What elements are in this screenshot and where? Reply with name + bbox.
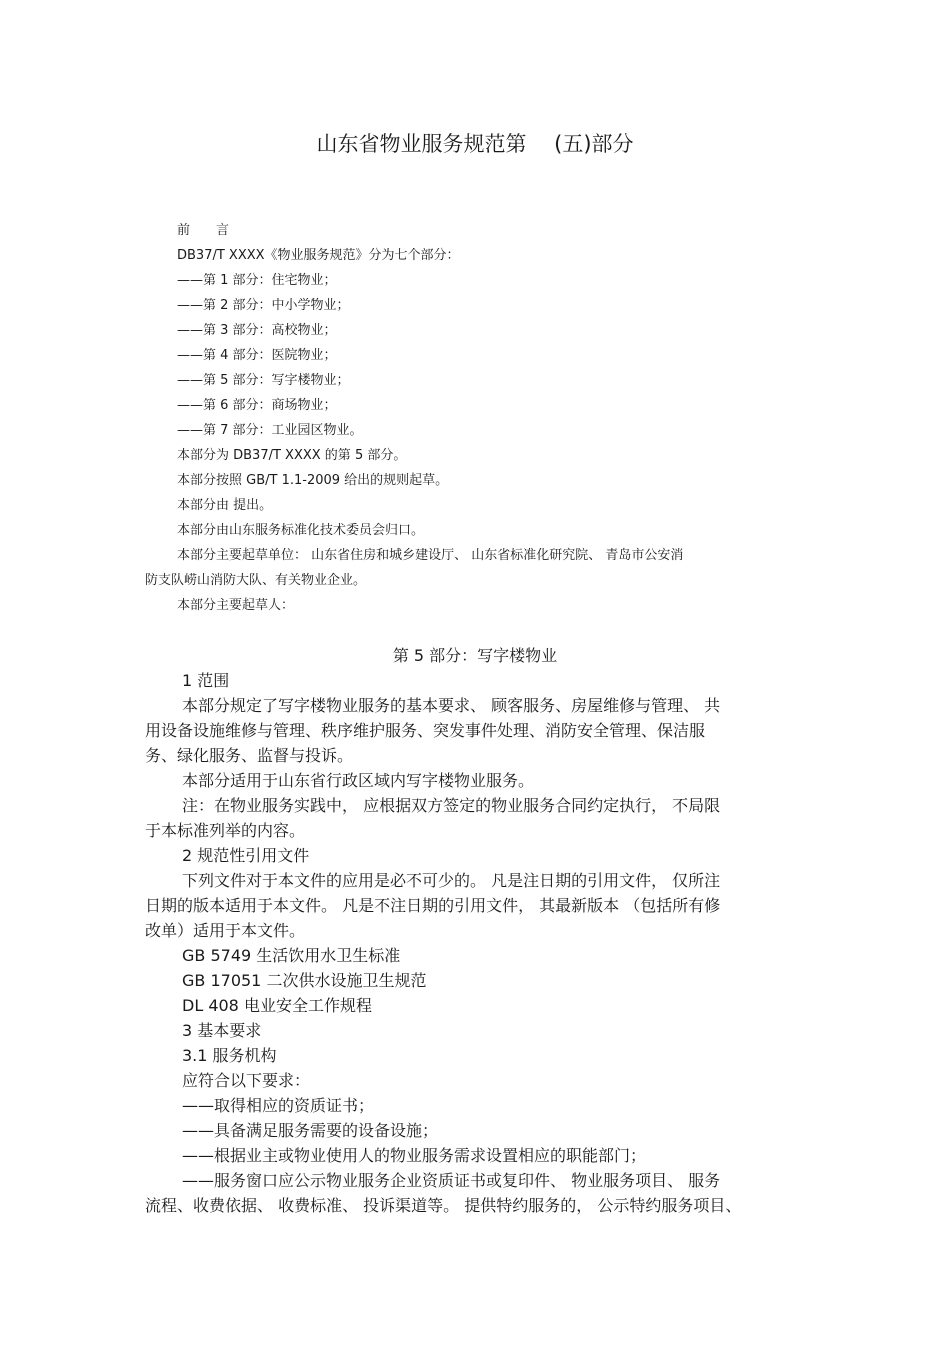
- reference-item: DL 408 电业安全工作规程: [182, 996, 372, 1015]
- paragraph-line: 下列文件对于本文件的应用是必不可少的。 凡是注日期的引用文件， 仅所注: [182, 871, 721, 890]
- requirement-item-cont: 流程、收费依据、 收费标准、 投诉渠道等。 提供特约服务的， 公示特约服务项目、: [145, 1196, 742, 1215]
- paragraph-line: 本部分规定了写字楼物业服务的基本要求、 顾客服务、房屋维修与管理、 共: [182, 696, 721, 715]
- paragraph-line: 本部分适用于山东省行政区域内写字楼物业服务。: [182, 771, 535, 790]
- foreword-heading: 前 言: [177, 223, 230, 238]
- requirement-item: ——根据业主或物业使用人的物业服务需求设置相应的职能部门；: [182, 1146, 647, 1165]
- section-title: 第 5 部分：写字楼物业: [392, 646, 558, 665]
- foreword-drafting-units-cont: 防支队崂山消防大队、有关物业企业。: [145, 573, 367, 588]
- section-3-1-heading: 3.1 服务机构: [182, 1046, 277, 1065]
- foreword-drafting-units: 本部分主要起草单位： 山东省住房和城乡建设厅、 山东省标准化研究院、 青岛市公安消: [177, 548, 684, 563]
- foreword-drafted-per: 本部分按照 GB/T 1.1-2009 给出的规则起草。: [177, 473, 449, 488]
- section-2-heading: 2 规范性引用文件: [182, 846, 310, 865]
- paragraph-line: 改单）适用于本文件。: [145, 921, 306, 940]
- foreword-part-item: ——第 2 部分：中小学物业；: [177, 298, 350, 313]
- foreword-is-part: 本部分为 DB37/T XXXX 的第 5 部分。: [177, 448, 407, 463]
- reference-item: GB 17051 二次供水设施卫生规范: [182, 971, 427, 990]
- section-1-heading: 1 范围: [182, 671, 230, 690]
- note-line: 于本标准列举的内容。: [145, 821, 306, 840]
- document-title: 山东省物业服务规范第 (五)部分: [316, 132, 634, 156]
- requirement-item: ——取得相应的资质证书；: [182, 1096, 375, 1115]
- foreword-part-item: ——第 5 部分：写字楼物业；: [177, 373, 350, 388]
- section-3-heading: 3 基本要求: [182, 1021, 262, 1040]
- paragraph-line: 务、绿化服务、监督与投诉。: [145, 746, 354, 765]
- note-line: 注：在物业服务实践中， 应根据双方签定的物业服务合同约定执行， 不局限: [182, 796, 721, 815]
- foreword-proposed-by: 本部分由 提出。: [177, 498, 273, 513]
- foreword-part-item: ——第 4 部分：医院物业；: [177, 348, 337, 363]
- paragraph-line: 用设备设施维修与管理、秩序维护服务、突发事件处理、消防安全管理、保洁服: [145, 721, 706, 740]
- foreword-part-item: ——第 1 部分：住宅物业；: [177, 273, 337, 288]
- foreword-part-item: ——第 3 部分：高校物业；: [177, 323, 337, 338]
- requirement-item: ——服务窗口应公示物业服务企业资质证书或复印件、 物业服务项目、 服务: [182, 1171, 721, 1190]
- paragraph-line: 日期的版本适用于本文件。 凡是不注日期的引用文件， 其最新版本 （包括所有修: [145, 896, 721, 915]
- paragraph-line: 应符合以下要求：: [182, 1071, 311, 1090]
- foreword-centralized-by: 本部分由山东服务标准化技术委员会归口。: [177, 523, 425, 538]
- reference-item: GB 5749 生活饮用水卫生标准: [182, 946, 401, 965]
- foreword-part-item: ——第 7 部分：工业园区物业。: [177, 423, 363, 438]
- foreword-part-item: ——第 6 部分：商场物业；: [177, 398, 337, 413]
- requirement-item: ——具备满足服务需要的设备设施；: [182, 1121, 439, 1140]
- foreword-drafters: 本部分主要起草人：: [177, 598, 295, 613]
- foreword-intro: DB37/T XXXX《物业服务规范》分为七个部分：: [177, 248, 460, 263]
